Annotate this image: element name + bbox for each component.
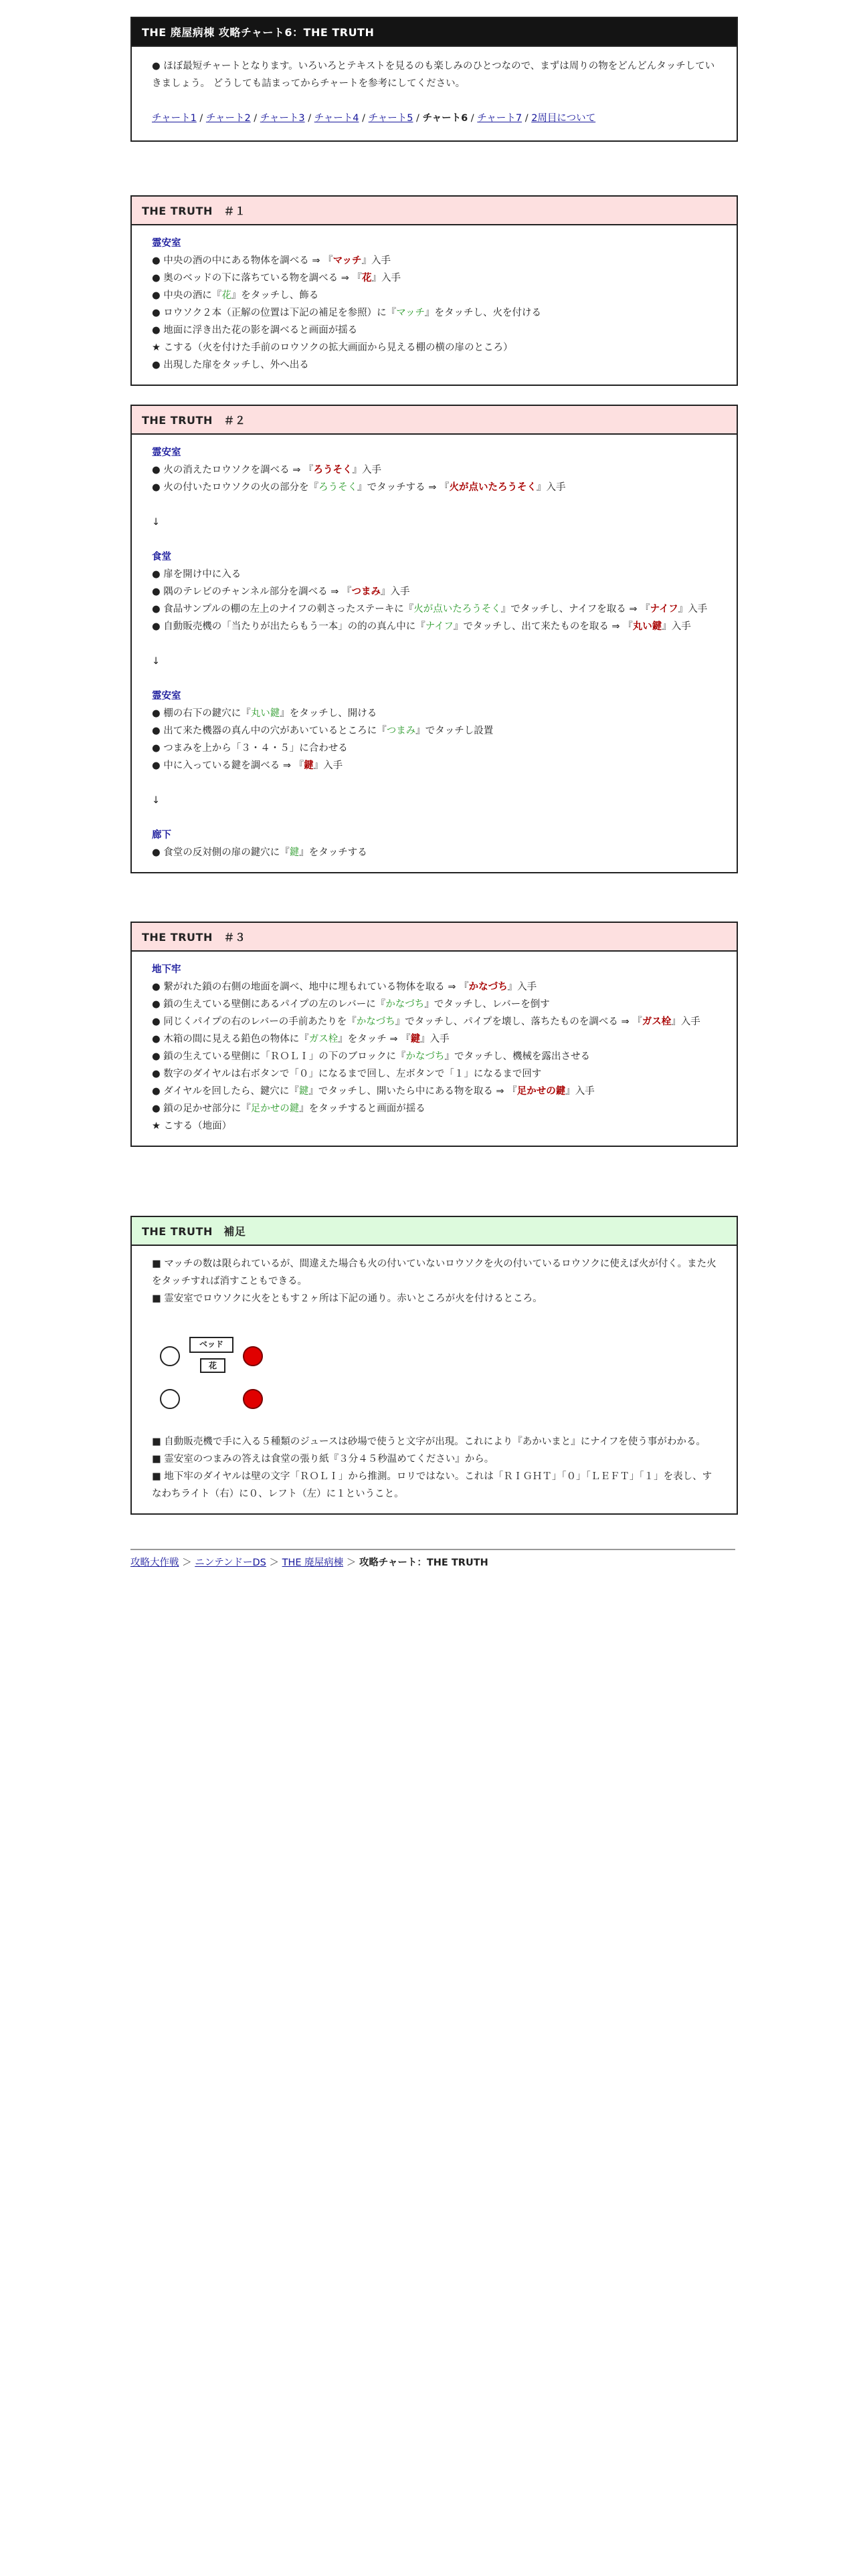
step: ● 自動販売機の「当たりが出たらもう一本」の的の真ん中に『ナイフ』でタッチし、出て来たものを取る ⇒ 『丸い鍵』入手 bbox=[152, 621, 691, 632]
nav-chart7[interactable]: チャート7 bbox=[477, 113, 522, 124]
section-truth-1 bbox=[130, 195, 738, 386]
flower-label: 花 bbox=[200, 1358, 225, 1373]
section-truth-2 bbox=[130, 405, 738, 873]
breadcrumb-ds[interactable]: ニンテンドーDS bbox=[195, 1558, 266, 1568]
page-title: THE 廃屋病棟 攻略チャート6：THE TRUTH bbox=[132, 18, 737, 47]
breadcrumb-home[interactable]: 攻略大作戦 bbox=[130, 1558, 179, 1568]
item-name: 花 bbox=[221, 290, 231, 301]
step: ● 隅のテレビのチャンネル部分を調べる ⇒ 『つまみ』入手 bbox=[152, 586, 410, 597]
note: ■ 霊安室でロウソクに火をともす２ヶ所は下記の通り。赤いところが火を付けるところ。 bbox=[152, 1293, 543, 1304]
candle-unlit bbox=[160, 1346, 180, 1366]
room-heading: 霊安室 bbox=[152, 238, 181, 249]
breadcrumb: 攻略大作戦 ＞ ニンテンドーDS ＞ THE 廃屋病棟 ＞ 攻略チャート：THE TRUTH bbox=[130, 1549, 735, 1576]
step: ● 食堂の反対側の扉の鍵穴に『鍵』をタッチする bbox=[152, 847, 367, 858]
step: ● 棚の右下の鍵穴に『丸い鍵』をタッチし、開ける bbox=[152, 708, 377, 719]
step: ● 鎖の生えている壁側に「ＲＯＬＩ」の下のブロックに『かなづち』でタッチし、機械を露出させる bbox=[152, 1051, 590, 1062]
step: ● 木箱の間に見える鉛色の物体に『ガス栓』をタッチ ⇒ 『鍵』入手 bbox=[152, 1034, 450, 1045]
step: ★ こする（火を付けた手前のロウソクの拡大画面から見える棚の横の扉のところ） bbox=[152, 342, 513, 353]
note: ■ 地下牢のダイヤルは壁の文字「ＲＯＬＩ」から推測。ロリではない。これは「ＲＩＧＨＴ」「０」「ＬＥＦＴ」「１」を表し、すなわちライト（右）に０、レフト（左）に１ということ。 bbox=[152, 1471, 712, 1499]
down-arrow: ↓ bbox=[152, 795, 161, 806]
note: ■ マッチの数は限られているが、間違えた場合も火の付いていないロウソクを火の付いているロウソクに使えば火が付く。また火をタッチすれば消すこともできる。 bbox=[152, 1259, 717, 1287]
note: ■ 霊安室のつまみの答えは食堂の張り紙『３分４５秒温めてください』から。 bbox=[152, 1454, 494, 1465]
step: ● 火の付いたロウソクの火の部分を『ろうそく』でタッチする ⇒ 『火が点いたろうそく』入手 bbox=[152, 482, 566, 493]
step: ● 中に入っている鍵を調べる ⇒ 『鍵』入手 bbox=[152, 760, 343, 771]
intro-text: ● ほぼ最短チャートとなります。いろいろとテキストを見るのも楽しみのひとつなので、まずは周りの物をどんどんタッチしていきましょう。 どうしても詰まってからチャートを参考にしてください。 bbox=[152, 61, 715, 89]
nav-chart2[interactable]: チャート2 bbox=[205, 113, 251, 124]
step: ● 食品サンプルの棚の左上のナイフの刺さったステーキに『火が点いたろうそく』でタッチし、ナイフを取る ⇒ 『ナイフ』入手 bbox=[152, 604, 708, 615]
step: ● 地面に浮き出た花の影を調べると画面が揺る bbox=[152, 325, 358, 336]
down-arrow: ↓ bbox=[152, 656, 161, 667]
candle-diagram bbox=[152, 1317, 717, 1417]
section-title: THE TRUTH ＃３ bbox=[132, 923, 737, 952]
step: ● 鎖の生えている壁側にあるパイプの左のレバーに『かなづち』でタッチし、レバーを倒す bbox=[152, 999, 550, 1010]
step: ● 出て来た機器の真ん中の穴があいているところに『つまみ』でタッチし設置 bbox=[152, 726, 494, 736]
room-heading: 地下牢 bbox=[152, 964, 181, 975]
nav-second-playthrough[interactable]: 2周目について bbox=[531, 113, 596, 124]
step: ● 同じくパイプの右のレバーの手前あたりを『かなづち』でタッチし、パイプを壊し、落ちたものを調べる ⇒ 『ガス栓』入手 bbox=[152, 1016, 700, 1027]
nav-chart1[interactable]: チャート1 bbox=[152, 113, 197, 124]
breadcrumb-current: 攻略チャート：THE TRUTH bbox=[359, 1558, 488, 1568]
item-name: マッチ bbox=[396, 308, 425, 318]
step: ● 中央の酒の中にある物体を調べる ⇒ 『マッチ』入手 bbox=[152, 255, 391, 266]
room-heading: 廊下 bbox=[152, 830, 171, 841]
section-truth-3 bbox=[130, 922, 738, 1147]
section-title: THE TRUTH 補足 bbox=[132, 1217, 737, 1246]
nav-chart4[interactable]: チャート4 bbox=[314, 113, 359, 124]
step: ● 扉を開け中に入る bbox=[152, 569, 242, 580]
bed-label: ベッド bbox=[189, 1337, 233, 1353]
room-heading: 霊安室 bbox=[152, 447, 181, 458]
step: ★ こする（地面） bbox=[152, 1121, 232, 1132]
section-title: THE TRUTH ＃２ bbox=[132, 406, 737, 435]
step: ● ロウソク２本（正解の位置は下記の補足を参照）に『マッチ』をタッチし、火を付ける bbox=[152, 308, 542, 318]
nav-chart3[interactable]: チャート3 bbox=[260, 113, 305, 124]
section-notes bbox=[130, 1216, 738, 1515]
section-title: THE TRUTH ＃１ bbox=[132, 197, 737, 225]
breadcrumb-game[interactable]: THE 廃屋病棟 bbox=[282, 1558, 344, 1568]
step: ● 数字のダイヤルは右ボタンで「０」になるまで回し、左ボタンで「１」になるまで回す bbox=[152, 1069, 542, 1079]
candle-lit bbox=[243, 1389, 263, 1409]
room-heading: 霊安室 bbox=[152, 691, 181, 702]
note: ■ 自動販売機で手に入る５種類のジュースは砂場で使うと文字が出現。これにより『あかいまと』にナイフを使う事がわかる。 bbox=[152, 1436, 706, 1447]
step: ● 鎖の足かせ部分に『足かせの鍵』をタッチすると画面が揺る bbox=[152, 1103, 425, 1114]
down-arrow: ↓ bbox=[152, 517, 161, 528]
step: ● ダイヤルを回したら、鍵穴に『鍵』でタッチし、開いたら中にある物を取る ⇒ 『足かせの鍵』入手 bbox=[152, 1086, 595, 1097]
step: ● 出現した扉をタッチし、外へ出る bbox=[152, 360, 309, 370]
candle-unlit bbox=[160, 1389, 180, 1409]
nav-chart6-current: チャート6 bbox=[422, 113, 468, 124]
step: ● 中央の酒に『花』をタッチし、飾る bbox=[152, 290, 319, 301]
item-name: マッチ bbox=[332, 255, 362, 266]
item-name: 花 bbox=[361, 273, 372, 284]
nav-chart5[interactable]: チャート5 bbox=[368, 113, 413, 124]
header-box bbox=[130, 17, 738, 142]
step: ● 火の消えたロウソクを調べる ⇒ 『ろうそく』入手 bbox=[152, 465, 381, 475]
step: ● つまみを上から「３・４・５」に合わせる bbox=[152, 743, 348, 754]
step: ● 奥のベッドの下に落ちている物を調べる ⇒ 『花』入手 bbox=[152, 273, 401, 284]
room-heading: 食堂 bbox=[152, 552, 171, 562]
step: ● 繋がれた鎖の右側の地面を調べ、地中に埋もれている物体を取る ⇒ 『かなづち』入手 bbox=[152, 982, 537, 992]
chart-nav: チャート1 / チャート2 / チャート3 / チャート4 / チャート5 / チャート6 / チャート7 / 2周目について bbox=[152, 113, 596, 124]
candle-lit bbox=[243, 1346, 263, 1366]
